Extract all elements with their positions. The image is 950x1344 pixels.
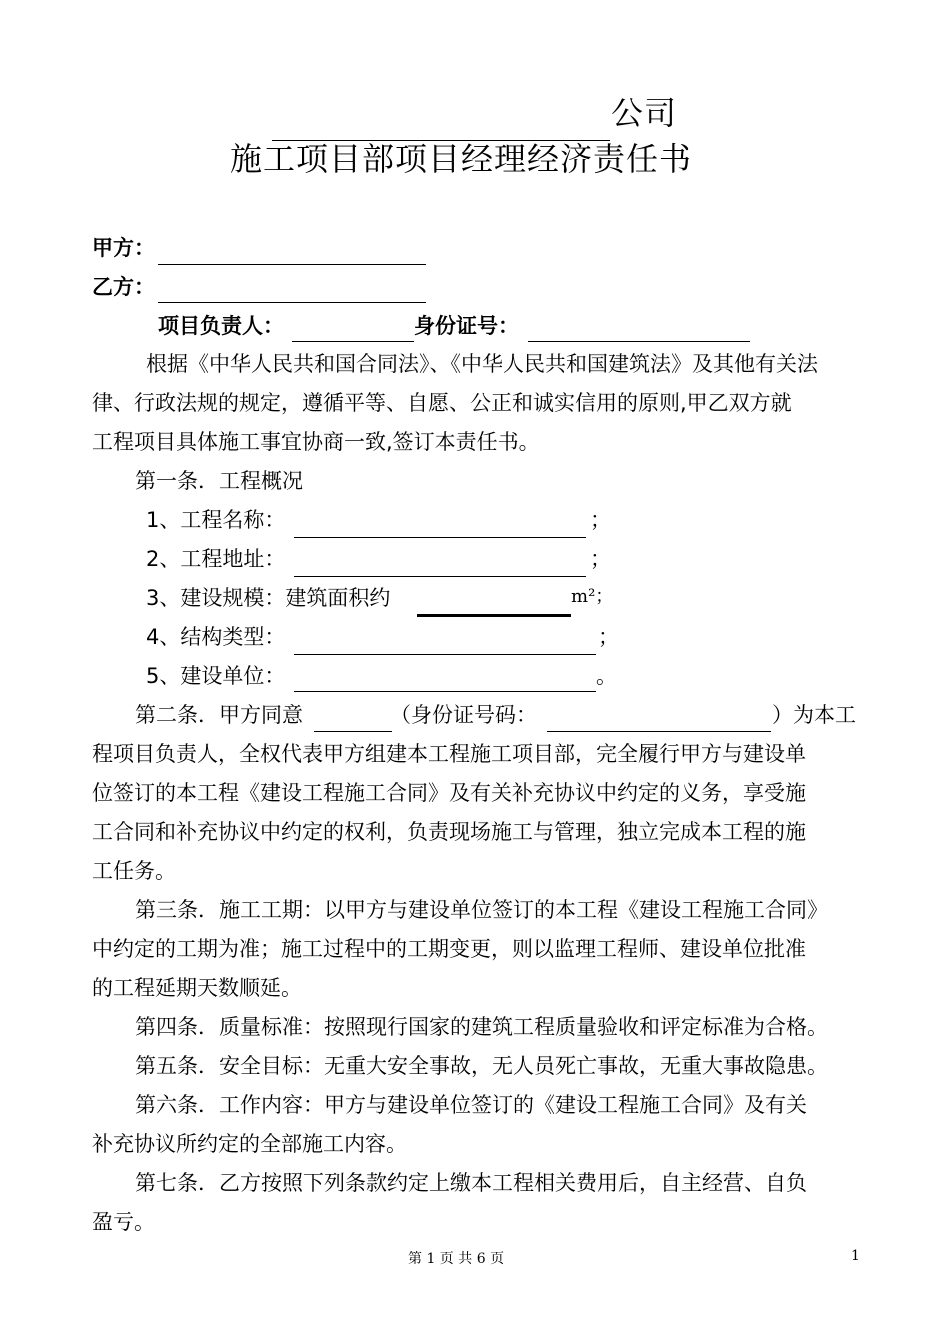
article-2-line-3: 位签订的本工程《建设工程施工合同》及有关补充协议中约定的义务，享受施 — [92, 781, 806, 805]
id-number-label: 身份证号： — [414, 314, 519, 338]
project-address-end: ； — [590, 547, 611, 571]
article-5-line-1: 第五条．安全目标：无重大安全事故，无人员死亡事故，无重大事故隐患。 — [135, 1054, 828, 1078]
article-2-line-5: 工任务。 — [92, 859, 176, 883]
company-suffix: 公司 — [611, 94, 678, 132]
article-7-line-2: 盈亏。 — [92, 1210, 155, 1234]
article-3-line-1: 第三条．施工工期：以甲方与建设单位签订的本工程《建设工程施工合同》 — [135, 898, 828, 922]
article-2-line-1c: ）为本工 — [772, 703, 856, 727]
page-pagination: 第 1 页 共 6 页 — [408, 1251, 505, 1267]
project-name-blank — [294, 537, 586, 538]
structure-type-label: 4、结构类型： — [146, 625, 286, 649]
intro-line-3: 工程项目具体施工事宜协商一致,签订本责任书。 — [92, 430, 540, 454]
construction-unit-end: 。 — [596, 664, 617, 688]
party-a-label: 甲方： — [92, 236, 155, 260]
article-2-line-4: 工合同和补充协议中约定的权利，负责现场施工与管理，独立完成本工程的施 — [92, 820, 806, 844]
structure-type-end: ； — [598, 625, 619, 649]
intro-line-1: 根据《中华人民共和国合同法》、《中华人民共和国建筑法》及其他有关法 — [146, 352, 818, 376]
project-leader-label: 项目负责人： — [158, 314, 284, 338]
article-2-line-2: 程项目负责人，全权代表甲方组建本工程施工项目部，完全履行甲方与建设单 — [92, 742, 806, 766]
article-7-line-1: 第七条．乙方按照下列条款约定上缴本工程相关费用后，自主经营、自负 — [135, 1171, 807, 1195]
project-name-label: 1、工程名称： — [146, 508, 286, 532]
article-2-id-blank — [547, 731, 771, 732]
project-address-blank — [294, 576, 586, 577]
article-3-line-2: 中约定的工期为准；施工过程中的工期变更，则以监理工程师、建设单位批准 — [92, 937, 806, 961]
project-address-label: 2、工程地址： — [146, 547, 286, 571]
structure-type-blank — [294, 654, 596, 655]
article-3-line-3: 的工程延期天数顺延。 — [92, 976, 302, 1000]
party-a-blank — [158, 264, 426, 265]
party-b-blank — [158, 302, 426, 303]
id-number-blank — [528, 341, 750, 342]
article-6-line-2: 补充协议所约定的全部施工内容。 — [92, 1132, 407, 1156]
article-1-heading: 第一条．工程概况 — [135, 469, 303, 493]
project-name-end: ； — [590, 508, 611, 532]
article-2-name-blank — [314, 731, 392, 732]
project-leader-blank — [292, 341, 414, 342]
build-scale-label: 3、建设规模：建筑面积约 — [146, 586, 391, 610]
build-area-unit: m²； — [571, 586, 614, 607]
article-4-line-1: 第四条．质量标准：按照现行国家的建筑工程质量验收和评定标准为合格。 — [135, 1015, 828, 1039]
article-2-line-1b: （身份证号码： — [390, 703, 537, 727]
intro-line-2: 律、行政法规的规定，遵循平等、自愿、公正和诚实信用的原则,甲乙双方就 — [92, 391, 792, 415]
build-area-blank — [417, 614, 571, 617]
article-2-line-1a: 第二条．甲方同意 — [135, 703, 303, 727]
construction-unit-blank — [294, 691, 596, 692]
page-number: 1 — [851, 1248, 860, 1264]
article-6-line-1: 第六条．工作内容：甲方与建设单位签订的《建设工程施工合同》及有关 — [135, 1093, 807, 1117]
document-title: 施工项目部项目经理经济责任书 — [230, 140, 693, 178]
construction-unit-label: 5、建设单位： — [146, 664, 286, 688]
party-b-label: 乙方： — [92, 275, 155, 299]
